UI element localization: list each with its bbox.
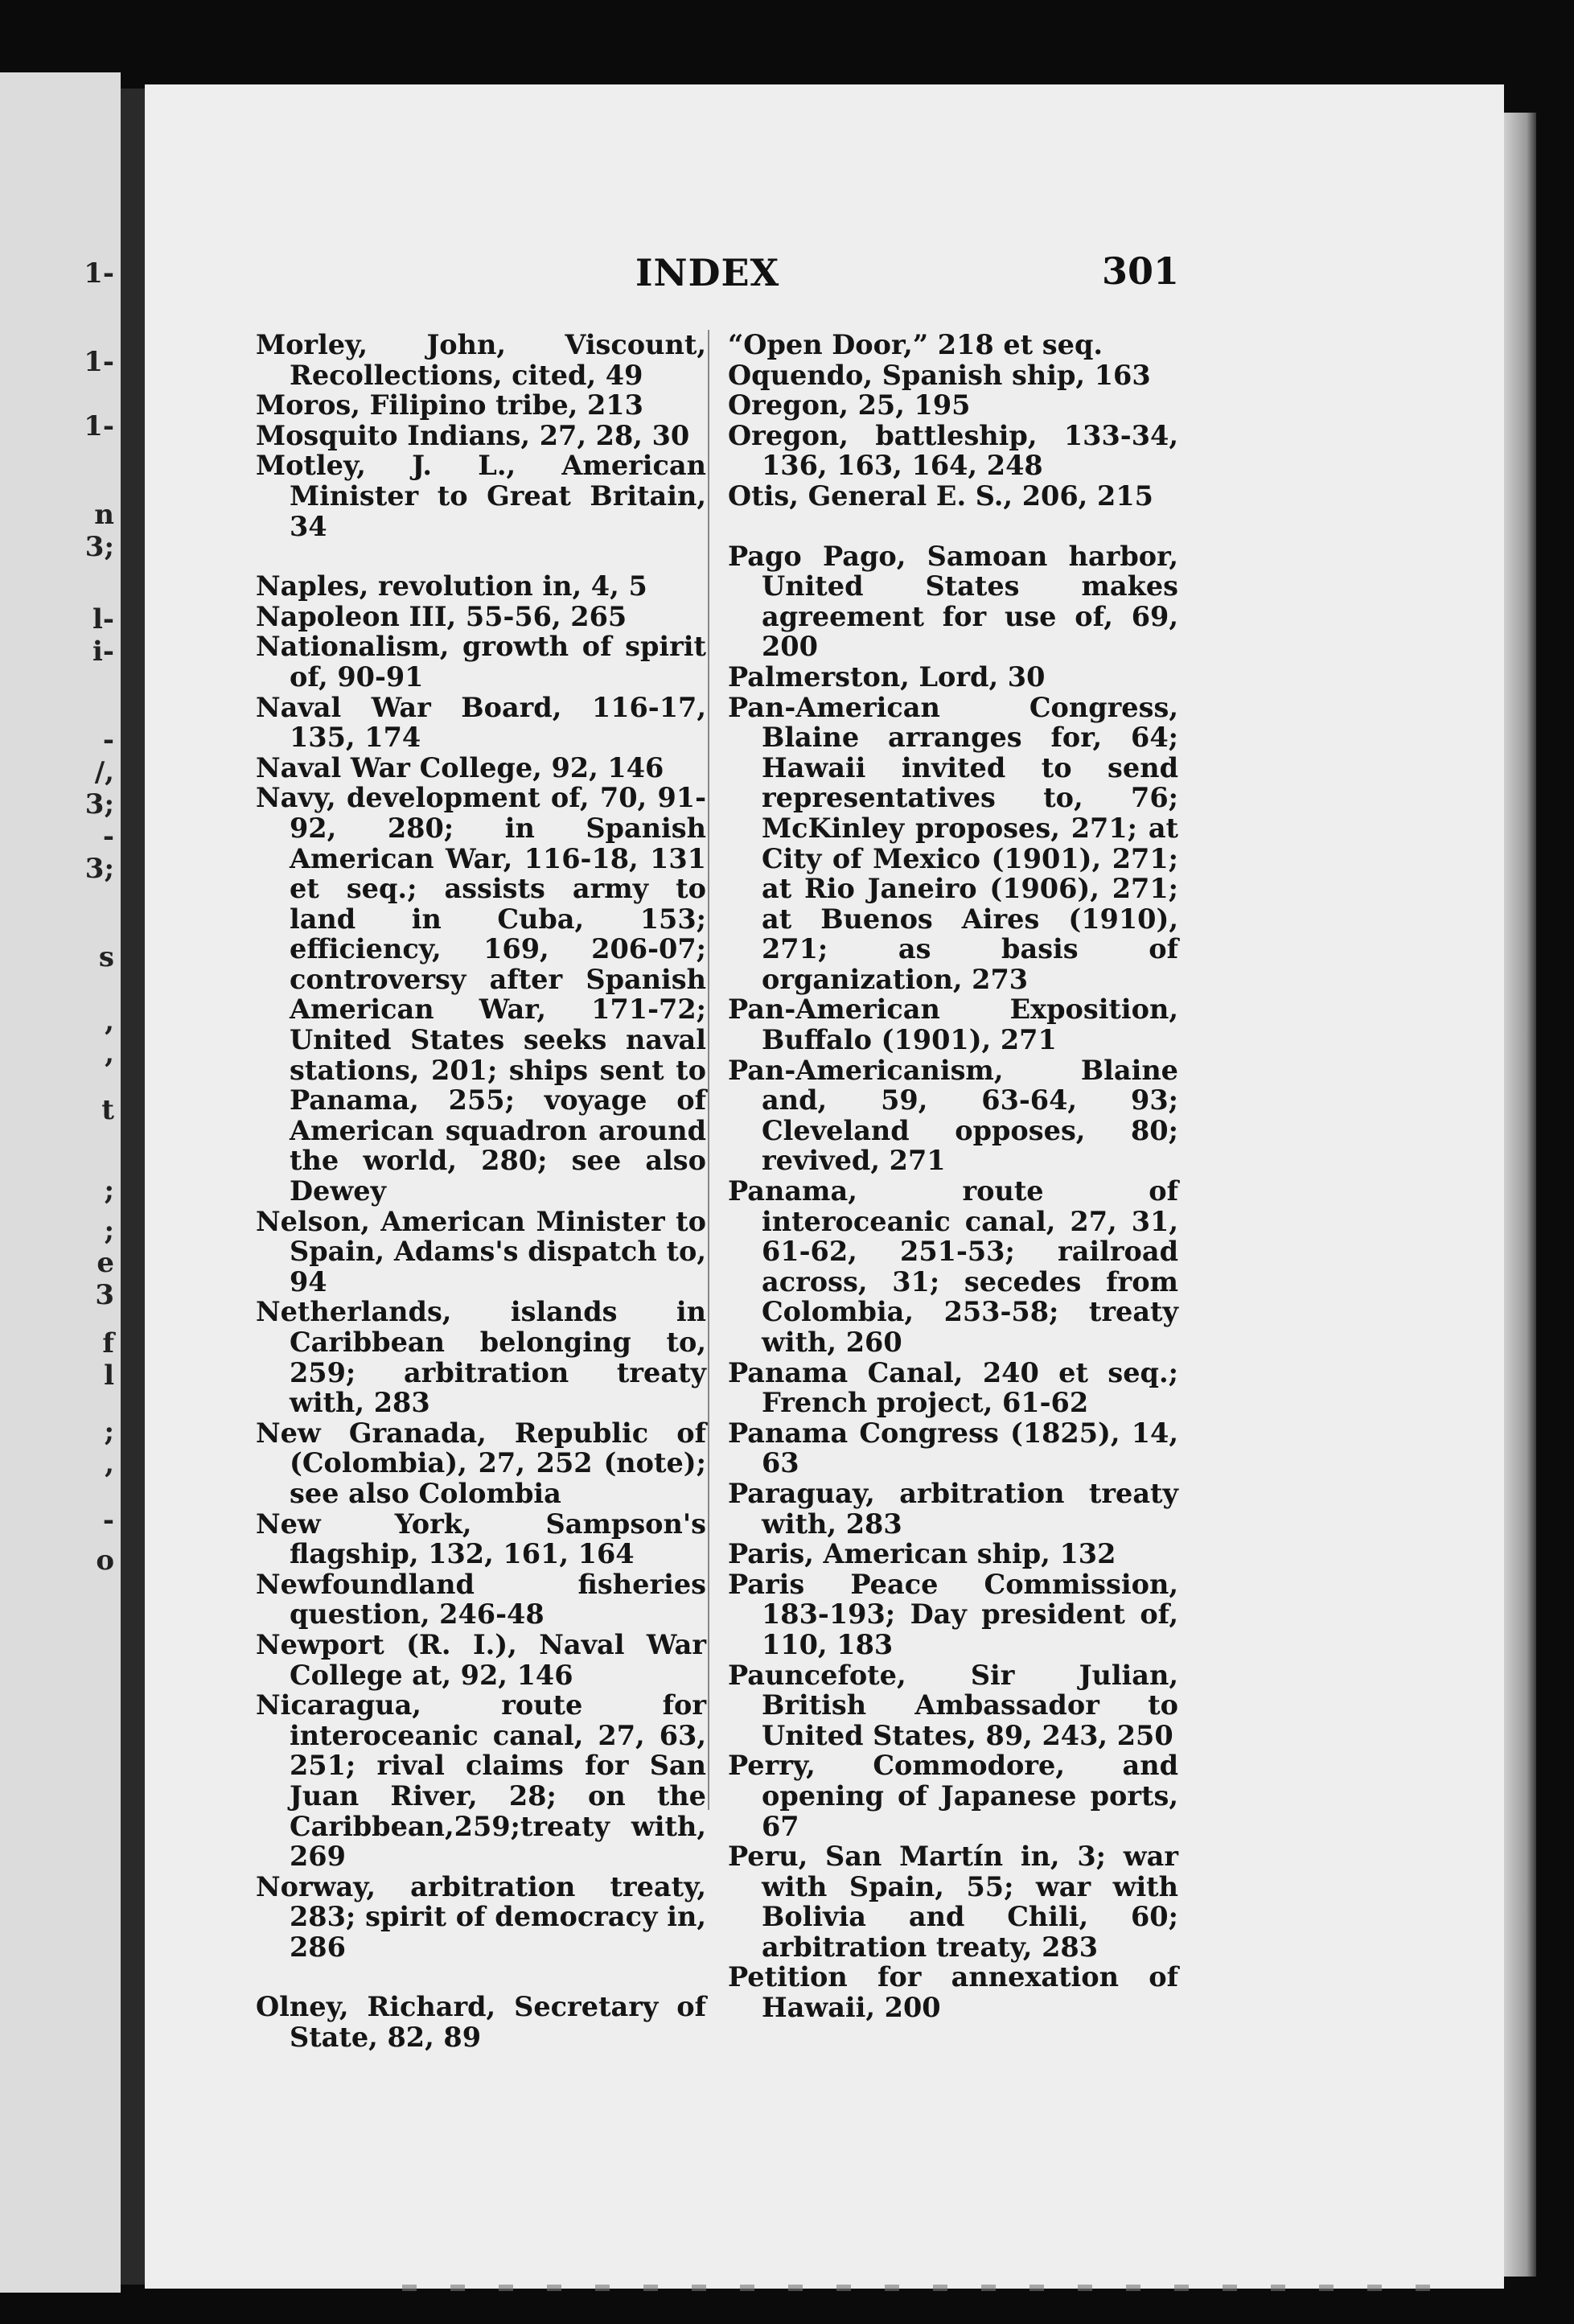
cutoff-text-fragment: , (105, 1038, 114, 1070)
index-entry: Naval War Board, 116-17, 135, 174 (256, 691, 706, 754)
cutoff-text-fragment: /, (94, 756, 114, 788)
index-entry: Otis, General E. S., 206, 215 (728, 479, 1153, 512)
index-entry: Nicaragua, route for interoceanic canal, 27, 63, 251; rival claims for San Juan River, 28; on the Caribbean,259;treaty with, 269 (256, 1689, 706, 1873)
cutoff-text-fragment: s (98, 941, 114, 973)
cutoff-text-fragment: - (102, 821, 114, 853)
index-entry: Panama Canal, 240 et seq.; French project, 61-62 (728, 1356, 1178, 1419)
cutoff-text-fragment: - (102, 724, 114, 756)
index-entry: Pan-American Congress, Blaine arranges for, 64; Hawaii invited to send representatives to, 76; McKinley proposes, 271; at City of Mexico (1901), 271; at Rio Janeiro (1906), 271; at Buenos Aires (1910), 271; as basis of organization, 273 (728, 691, 1178, 995)
index-entry: Paraguay, arbitration treaty with, 283 (728, 1477, 1178, 1540)
book-gutter (121, 88, 145, 2285)
cutoff-text-fragment: ; (104, 1215, 114, 1247)
page-edge-shadow (1504, 113, 1536, 2277)
cutoff-text-fragment: f (102, 1327, 114, 1359)
running-head: INDEX (635, 251, 780, 294)
index-entry: Palmerston, Lord, 30 (728, 660, 1046, 693)
index-entry: Oquendo, Spanish ship, 163 (728, 359, 1151, 391)
index-column-left (256, 330, 706, 2053)
cutoff-text-fragment: l- (92, 603, 114, 636)
index-entry: Motley, J. L., American Minister to Great Britain, 34 (256, 450, 706, 542)
index-entry: Mosquito Indians, 27, 28, 30 (256, 419, 690, 451)
index-entry: Olney, Richard, Secretary of State, 82, 89 (256, 1991, 706, 2054)
index-entry: Moros, Filipino tribe, 213 (256, 389, 643, 422)
index-entry: Newfoundland fisheries question, 246-48 (256, 1568, 706, 1631)
cutoff-text-fragment: 3; (84, 788, 114, 821)
index-entry: “Open Door,” 218 et seq. (728, 329, 1103, 360)
index-entry: Oregon, 25, 195 (728, 389, 971, 422)
cutoff-text-fragment: ; (104, 1174, 114, 1207)
index-entry: Nelson, American Minister to Spain, Adams's dispatch to, 94 (256, 1205, 706, 1298)
index-entry: Pago Pago, Samoan harbor, United States makes agreement for use of, 69, 200 (728, 540, 1178, 663)
cutoff-text-fragment: , (105, 1006, 114, 1038)
cutoff-text-fragment: 1- (84, 257, 114, 290)
cutoff-text-fragment: n (94, 499, 114, 531)
index-entry: Petition for annexation of Hawaii, 200 (728, 1961, 1178, 2024)
cutoff-text-fragment: 1- (84, 410, 114, 442)
cutoff-text-fragment: o (96, 1545, 114, 1577)
cutoff-text-fragment: e (97, 1247, 114, 1279)
page-number: 301 (1102, 249, 1180, 293)
cutoff-text-fragment: i- (92, 636, 114, 668)
index-entry: Morley, John, Viscount, Recollections, cited, 49 (256, 329, 706, 391)
cutoff-text-fragment: , (105, 1448, 114, 1480)
cutoff-text-fragment: 3; (84, 531, 114, 563)
index-entry: Paris, American ship, 132 (728, 1538, 1116, 1570)
cutoff-text-fragment: ; (104, 1416, 114, 1448)
scan-artifact-line (402, 2285, 1448, 2291)
cutoff-text-fragment: 1- (84, 346, 114, 378)
index-entry: New York, Sampson's flagship, 132, 161, 164 (256, 1508, 706, 1570)
index-entry: Pan-Americanism, Blaine and, 59, 63-64, 93; Cleveland opposes, 80; revived, 271 (728, 1054, 1178, 1177)
index-entry: New Granada, Republic of (Colombia), 27, 252 (note); see also Colombia (256, 1417, 706, 1509)
index-entry: Netherlands, islands in Caribbean belonging to, 259; arbitration treaty with, 283 (256, 1296, 706, 1419)
column-divider (708, 330, 709, 1810)
index-entry: Newport (R. I.), Naval War College at, 92, 146 (256, 1628, 706, 1691)
index-entry: Nationalism, growth of spirit of, 90-91 (256, 631, 706, 693)
cutoff-text-fragment: 3; (84, 853, 114, 885)
index-entry: Pauncefote, Sir Julian, British Ambassador to United States, 89, 243, 250 (728, 1659, 1178, 1751)
cutoff-text-fragment: 3 (95, 1279, 114, 1311)
index-entry: Panama, route of interoceanic canal, 27, 31, 61-62, 251-53; railroad across, 31; secedes from Colombia, 253-58; treaty with, 260 (728, 1175, 1178, 1358)
index-entry: Paris Peace Commission, 183-193; Day president of, 110, 183 (728, 1568, 1178, 1660)
cutoff-text-fragment: t (101, 1094, 114, 1126)
index-column-right (728, 330, 1178, 2023)
index-entry: Naval War College, 92, 146 (256, 751, 664, 784)
index-entry: Peru, San Martín in, 3; war with Spain, 55; war with Bolivia and Chili, 60; arbitration treaty, 283 (728, 1841, 1178, 1963)
index-entry: Navy, development of, 70, 91-92, 280; in Spanish American War, 116-18, 131 et seq.; assists army to land in Cuba, 153; efficiency, 169, 206-07; controversy after Spanish American War, 171-72; United States seeks naval stations, 201; ships sent to Panama, 255; voyage of American squadron around the world, 280; see also Dewey (256, 782, 706, 1207)
index-entry: Pan-American Exposition, Buffalo (1901), 271 (728, 993, 1178, 1056)
index-entry: Panama Congress (1825), 14, 63 (728, 1417, 1178, 1479)
previous-page-edge (0, 72, 121, 2293)
index-entry: Norway, arbitration treaty, 283; spirit of democracy in, 286 (256, 1870, 706, 1963)
index-entry: Oregon, battleship, 133-34, 136, 163, 164, 248 (728, 419, 1178, 482)
index-entry: Perry, Commodore, and opening of Japanese ports, 67 (728, 1750, 1178, 1842)
cutoff-text-fragment: l (104, 1359, 114, 1392)
index-entry: Naples, revolution in, 4, 5 (256, 570, 647, 603)
cutoff-text-fragment: - (102, 1504, 114, 1536)
index-entry: Napoleon III, 55-56, 265 (256, 600, 627, 632)
